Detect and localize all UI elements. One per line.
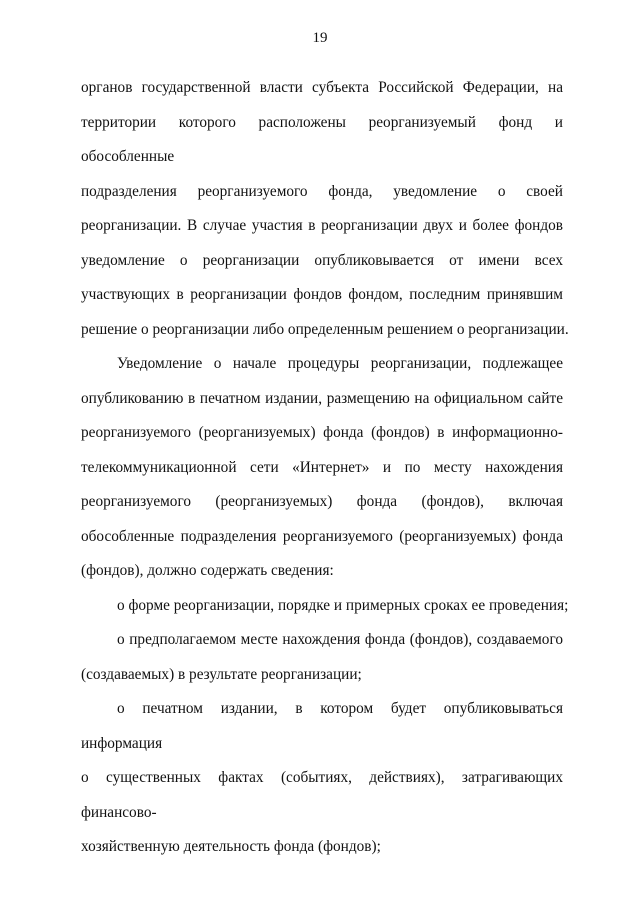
text-line: подразделения реорганизуемого фонда, уведомление о своей <box>81 182 563 200</box>
text-line: о форме реорганизации, порядке и примерных сроках ее проведения; <box>117 596 569 614</box>
text-line: участвующих в реорганизации фондов фондом, последним принявшим <box>81 286 563 303</box>
text-line: о предполагаемом месте нахождения фонда (фондов), создаваемого <box>117 631 563 648</box>
text-line: реорганизации. В случае участия в реорганизации двух и более фондов <box>81 217 563 234</box>
text-line: реорганизуемого (реорганизуемых) фонда (фондов), включая <box>81 493 563 510</box>
text-line: решение о реорганизации либо определенным решением о реорганизации. <box>81 320 569 338</box>
paragraph-notice-contents <box>81 347 563 589</box>
list-item-form <box>81 589 569 624</box>
page-number: 19 <box>312 30 328 46</box>
text-line: реорганизуемого (реорганизуемых) фонда (фондов) в информационно- <box>81 424 563 441</box>
list-item-publication <box>81 692 563 865</box>
document-body <box>81 71 569 865</box>
list-item-location <box>81 623 563 692</box>
text-line: уведомление о реорганизации опубликовывается от имени всех <box>81 251 563 269</box>
text-line: телекоммуникационной сети «Интернет» и по месту нахождения <box>81 458 563 476</box>
text-line: о печатном издании, в котором будет опубликовываться информация <box>81 700 563 752</box>
text-line: опубликованию в печатном издании, размещению на официальном сайте <box>81 389 563 407</box>
text-line: (создаваемых) в результате реорганизации; <box>81 665 362 683</box>
text-line: о существенных фактах (событиях, действиях), затрагивающих финансово- <box>81 769 563 821</box>
paragraph-continuation <box>81 71 569 347</box>
text-line: хозяйственную деятельность фонда (фондов); <box>81 838 381 855</box>
text-line: территории которого расположены реорганизуемый фонд и обособленные <box>81 113 563 165</box>
text-line: (фондов), должно содержать сведения: <box>81 562 334 579</box>
text-line: обособленные подразделения реорганизуемого (реорганизуемых) фонда <box>81 527 563 545</box>
text-line: Уведомление о начале процедуры реорганизации, подлежащее <box>117 355 563 372</box>
text-line: органов государственной власти субъекта Российской Федерации, на <box>81 79 563 96</box>
